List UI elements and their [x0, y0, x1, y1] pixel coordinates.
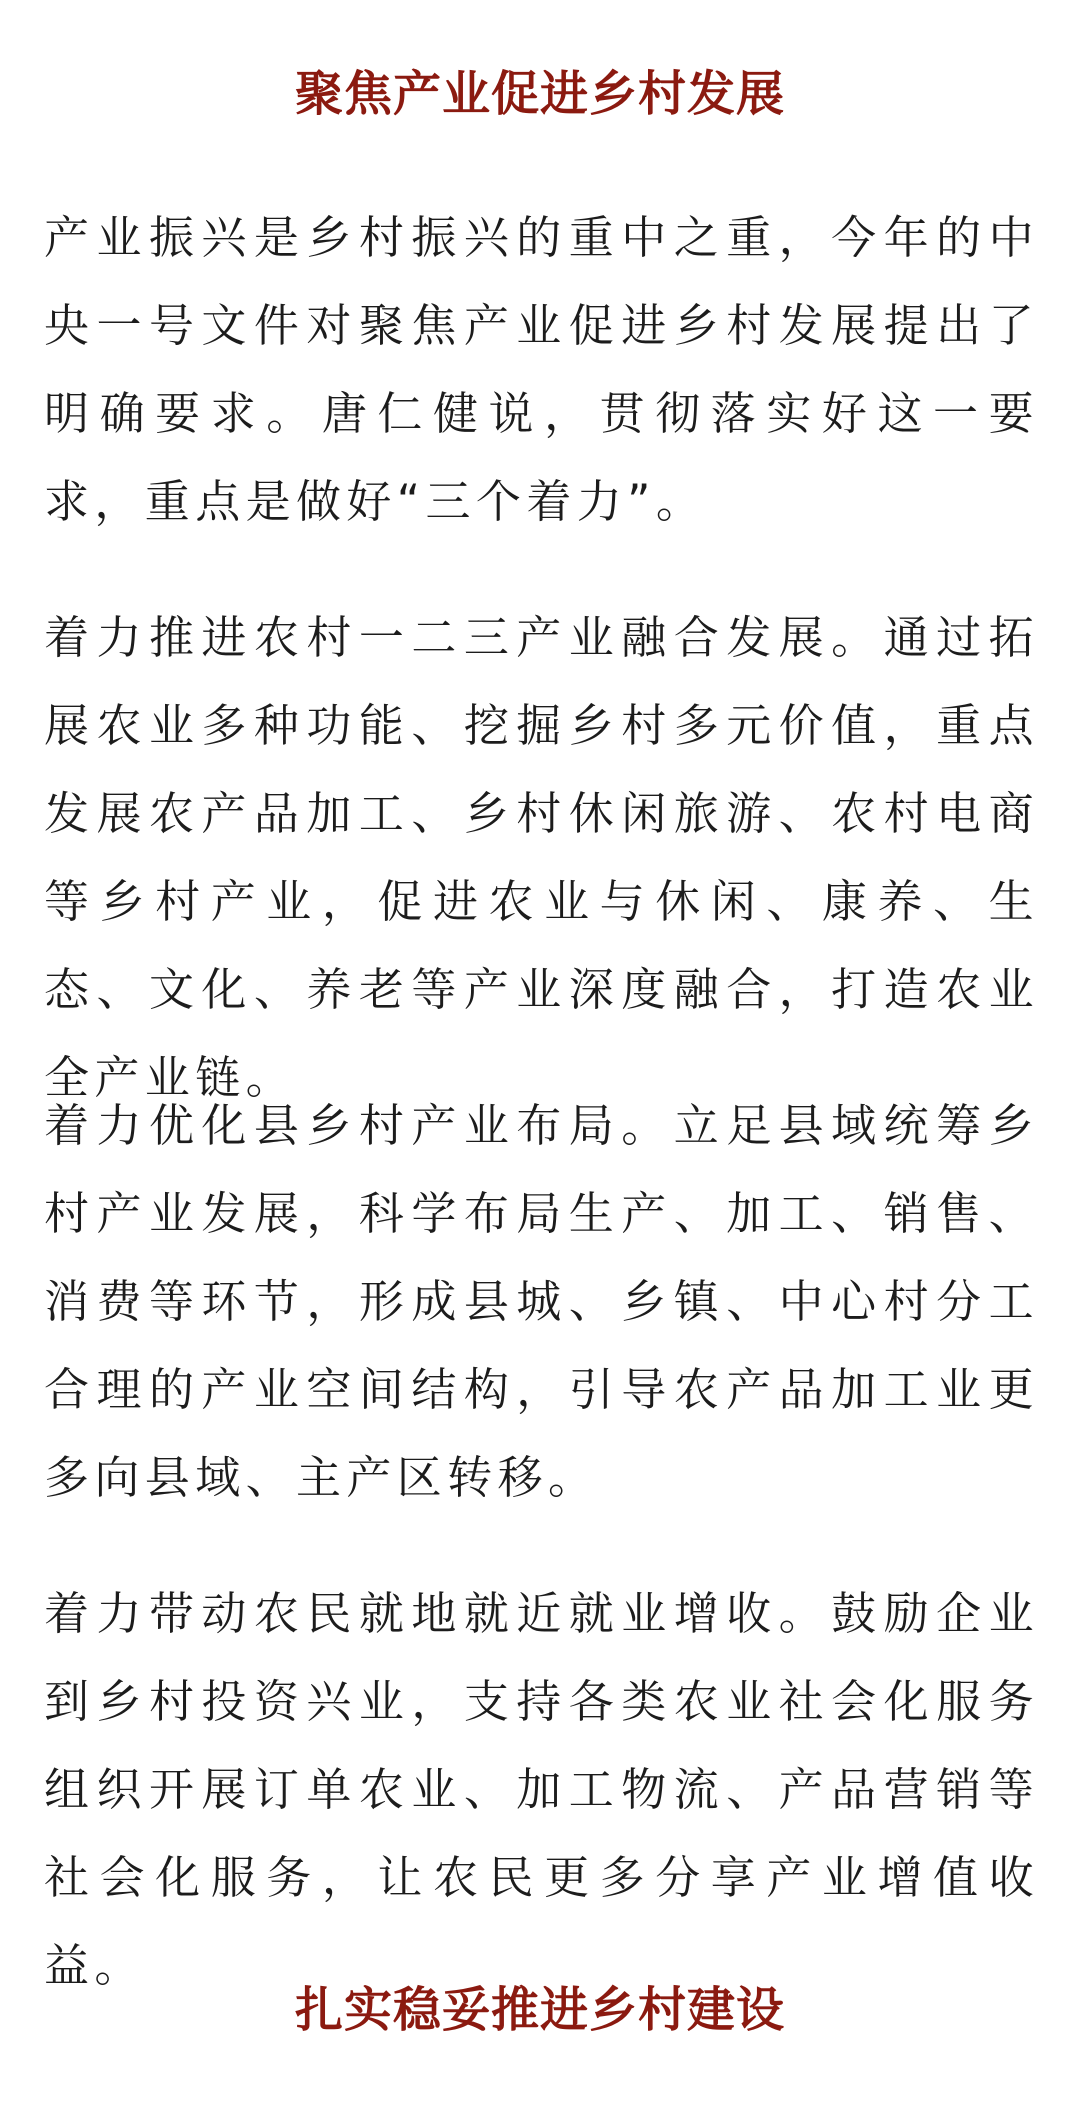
section-heading-construction: 扎实稳妥推进乡村建设 — [294, 1982, 785, 2038]
paragraph-income: 着力带动农民就地就近就业增收。鼓励企业到乡村投资兴业，支持各类农业社会化服务组织开展订单农业、加工物流、产品营销等社会化服务，让农民更多分享产业增值收益。 — [44, 1587, 1039, 1992]
paragraph-intro: 产业振兴是乡村振兴的重中之重，今年的中央一号文件对聚焦产业促进乡村发展提出了明确要求。唐仁健说，贯彻落实好这一要求，重点是做好“三个着力”。 — [44, 211, 1039, 528]
paragraph-layout: 着力优化县乡村产业布局。立足县域统筹乡村产业发展，科学布局生产、加工、销售、消费等环节，形成县城、乡镇、中心村分工合理的产业空间结构，引导农产品加工业更多向县域、主产区转移。 — [44, 1099, 1039, 1504]
paragraph-integration: 着力推进农村一二三产业融合发展。通过拓展农业多种功能、挖掘乡村多元价值，重点发展农产品加工、乡村休闲旅游、农村电商等乡村产业，促进农业与休闲、康养、生态、文化、养老等产业深度融合，打造农业全产业链。 — [44, 611, 1039, 1104]
section-heading-industry: 聚焦产业促进乡村发展 — [294, 66, 785, 122]
